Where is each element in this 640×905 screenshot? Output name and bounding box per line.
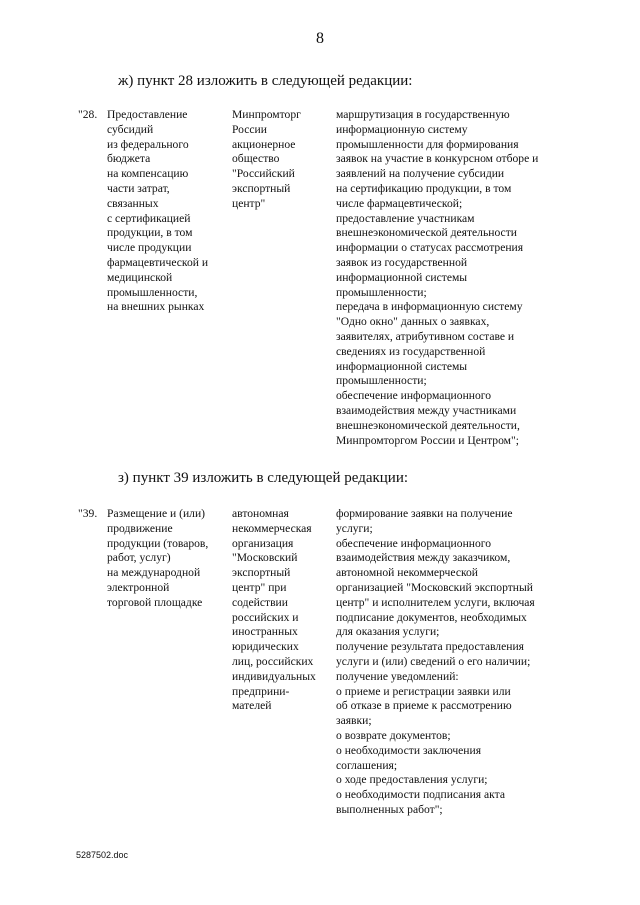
section-zh-heading: ж) пункт 28 изложить в следующей редакции:: [118, 73, 413, 89]
action-line: информационной системы: [336, 359, 468, 373]
executor-line: экспортный: [232, 566, 291, 580]
measure-line: на внешних рынках: [107, 300, 205, 314]
action-line: "Одно окно" данных о заявках,: [336, 315, 490, 329]
footer-filename: 5287502.doc: [76, 850, 129, 860]
action-line: взаимодействия между участниками: [336, 403, 517, 417]
executor-line: автономная: [232, 507, 289, 520]
page-number: 8: [316, 30, 324, 47]
executor-line: предприни-: [232, 684, 290, 698]
action-line: заявок на участие в конкурсном отборе и: [336, 152, 539, 166]
executor-line: содействии: [232, 595, 288, 609]
executor-line: Минпромторг: [232, 108, 301, 121]
action-line: обеспечение информационного: [336, 389, 492, 403]
measure-line: на компенсацию: [107, 167, 189, 181]
measure-line: числе продукции: [107, 241, 192, 255]
measure-line: связанных: [107, 196, 159, 210]
action-line: информационной системы: [336, 270, 468, 284]
executor-line: экспортный: [232, 181, 291, 195]
action-line: об отказе в приеме к рассмотрению: [336, 699, 512, 713]
measure-line: работ, услуг): [107, 551, 171, 565]
measure-line: части затрат,: [107, 181, 170, 195]
executor-line: акционерное: [232, 137, 296, 151]
section-z-executor-column: [232, 507, 316, 714]
measure-line: электронной: [107, 580, 170, 594]
action-line: получение уведомлений:: [336, 669, 459, 683]
executor-line: российских и: [232, 610, 299, 624]
measure-line: продукции (товаров,: [107, 536, 209, 550]
executor-line: "Российский: [232, 167, 295, 181]
action-line: соглашения;: [336, 758, 398, 772]
action-line: о приеме и регистрации заявки или: [336, 684, 511, 698]
action-line: заявителях, атрибутивном составе и: [336, 329, 515, 343]
section-z-actions-column: [336, 507, 535, 818]
measure-line: бюджета: [107, 152, 151, 166]
measure-line: субсидий: [107, 122, 154, 136]
action-line: информации о статусах рассмотрения: [336, 241, 524, 255]
action-line: промышленности для формирования: [336, 137, 519, 151]
action-line: услуги;: [336, 521, 373, 535]
executor-line: общество: [232, 152, 280, 166]
action-line: выполненных работ";: [336, 802, 443, 816]
measure-line: продукции, в том: [107, 226, 193, 240]
action-line: обеспечение информационного: [336, 536, 492, 550]
measure-line: с сертификацией: [107, 211, 191, 225]
action-line: числе фармацевтической;: [336, 196, 463, 210]
measure-line: из федерального: [107, 137, 189, 151]
action-line: промышленности;: [336, 374, 427, 388]
executor-line: организация: [232, 536, 294, 550]
executor-line: иностранных: [232, 625, 298, 639]
measure-line: Предоставление: [107, 108, 188, 121]
section-zh-row-number: "28.: [78, 108, 98, 121]
measure-line: медицинской: [107, 270, 173, 284]
executor-line: лиц, российских: [232, 654, 314, 668]
action-line: Минпромторгом России и Центром";: [336, 433, 519, 447]
action-line: получение результата предоставления: [336, 640, 524, 654]
executor-line: индивидуальных: [232, 669, 316, 683]
action-line: заявлений на получение субсидии: [336, 167, 505, 181]
action-line: подписание документов, необходимых: [336, 610, 527, 624]
executor-line: некоммерческая: [232, 521, 312, 535]
section-z-measure-column: [107, 507, 208, 611]
action-line: заявок из государственной: [336, 255, 468, 269]
action-line: взаимодействия между заказчиком,: [336, 551, 511, 565]
action-line: предоставление участникам: [336, 211, 475, 225]
executor-line: России: [232, 122, 267, 136]
action-line: внешнеэкономической деятельности,: [336, 418, 520, 432]
section-zh-measure-column: [107, 108, 208, 315]
action-line: сведениях из государственной: [336, 344, 486, 358]
action-line: организацией "Московский экспортный: [336, 580, 533, 594]
action-line: о ходе предоставления услуги;: [336, 773, 488, 787]
measure-line: Размещение и (или): [107, 507, 206, 520]
section-z-row-number: "39.: [78, 507, 98, 520]
action-line: автономной некоммерческой: [336, 566, 479, 580]
action-line: о возврате документов;: [336, 728, 451, 742]
action-line: о необходимости заключения: [336, 743, 482, 757]
measure-line: фармацевтической и: [107, 255, 209, 269]
action-line: для оказания услуги;: [336, 625, 440, 639]
action-line: заявки;: [336, 714, 372, 728]
executor-line: юридических: [232, 640, 299, 654]
action-line: центр" и исполнителем услуги, включая: [336, 595, 535, 609]
measure-line: продвижение: [107, 521, 173, 535]
action-line: услуги и (или) сведений о его наличии;: [336, 654, 531, 668]
executor-line: центр" при: [232, 580, 287, 594]
action-line: информационную систему: [336, 122, 468, 136]
executor-line: центр": [232, 196, 266, 210]
executor-line: мателей: [232, 699, 272, 713]
action-line: внешнеэкономической деятельности: [336, 226, 517, 240]
section-zh-executor-column: [232, 108, 301, 212]
measure-line: на международной: [107, 566, 201, 580]
action-line: маршрутизация в государственную: [336, 108, 510, 121]
action-line: на сертификацию продукции, в том: [336, 181, 512, 195]
action-line: формирование заявки на получение: [336, 507, 513, 520]
section-z-heading: з) пункт 39 изложить в следующей редакции:: [118, 470, 409, 486]
executor-line: "Московский: [232, 551, 298, 565]
measure-line: торговой площадке: [107, 595, 203, 609]
action-line: о необходимости подписания акта: [336, 788, 505, 802]
action-line: промышленности;: [336, 285, 427, 299]
section-zh-actions-column: [336, 108, 538, 448]
measure-line: промышленности,: [107, 285, 198, 299]
action-line: передача в информационную систему: [336, 300, 523, 314]
